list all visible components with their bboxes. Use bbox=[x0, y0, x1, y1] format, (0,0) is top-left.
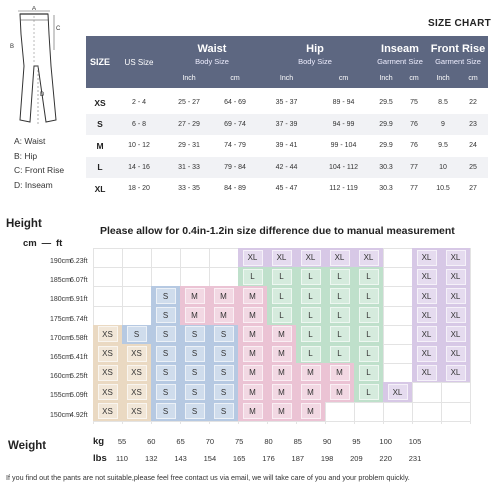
size-marker: S bbox=[185, 346, 205, 362]
height-ft-tick: 4.92ft bbox=[70, 411, 88, 419]
cell-hip-cm: 89 - 94 bbox=[332, 99, 355, 106]
cm-label: cm bbox=[23, 238, 37, 249]
size-chart-title: SIZE CHART bbox=[428, 18, 491, 29]
size-marker: L bbox=[272, 307, 292, 323]
cell-us: 6 - 8 bbox=[131, 120, 146, 128]
grid-line bbox=[93, 421, 471, 422]
height-cm-tick: 160cm bbox=[50, 373, 72, 381]
size-marker: XL bbox=[301, 250, 321, 266]
size-marker: M bbox=[272, 403, 292, 419]
size-grid bbox=[93, 248, 471, 424]
size-marker: M bbox=[185, 307, 205, 323]
unit-rise-cm: cm bbox=[468, 74, 478, 82]
lbs-tick: 143 bbox=[174, 454, 187, 463]
size-marker: M bbox=[301, 365, 321, 381]
size-marker: M bbox=[243, 384, 263, 400]
size-marker: XL bbox=[243, 250, 263, 266]
cell-hip-in: 39 - 41 bbox=[275, 142, 298, 149]
height-cm-tick: 190cm bbox=[50, 258, 72, 265]
lbs-tick: 209 bbox=[350, 454, 363, 463]
cell-hip-in: 35 - 37 bbox=[275, 99, 298, 106]
cell-waist-cm: 79 - 84 bbox=[224, 163, 246, 171]
size-marker: L bbox=[301, 307, 321, 323]
size-marker: S bbox=[185, 403, 205, 419]
size-marker: M bbox=[185, 288, 205, 304]
size-marker: XS bbox=[98, 384, 118, 400]
cell-hip-in: 37 - 39 bbox=[275, 120, 298, 128]
lbs-tick: 154 bbox=[203, 454, 217, 463]
size-marker: L bbox=[301, 346, 321, 362]
cell-inseam-in: 29.9 bbox=[379, 142, 393, 149]
cell-hip-in: 42 - 44 bbox=[275, 163, 298, 171]
lbs-tick: 176 bbox=[262, 454, 275, 463]
cell-hip-cm: 112 - 119 bbox=[329, 185, 358, 192]
cell-hip-cm: 94 - 99 bbox=[332, 120, 355, 128]
kg-tick: 70 bbox=[205, 437, 215, 446]
size-marker: XL bbox=[417, 326, 437, 342]
cell-size: XS bbox=[94, 97, 106, 108]
unit-waist-inch: Inch bbox=[182, 74, 196, 82]
size-marker: L bbox=[272, 288, 292, 304]
header-hip-sub: Body Size bbox=[298, 56, 332, 66]
size-marker: L bbox=[359, 365, 379, 381]
size-marker: L bbox=[301, 269, 321, 285]
size-marker: M bbox=[272, 365, 292, 381]
height-cm-tick: 165cm bbox=[50, 354, 72, 361]
height-ft-tick: 5.91ft bbox=[70, 296, 88, 304]
kg-label: kg bbox=[93, 436, 105, 447]
table-row bbox=[86, 157, 488, 178]
size-marker: M bbox=[243, 307, 263, 323]
size-marker: M bbox=[272, 384, 292, 400]
size-marker: L bbox=[330, 346, 350, 362]
size-marker: S bbox=[156, 346, 176, 362]
size-marker: S bbox=[214, 365, 234, 381]
size-marker: M bbox=[301, 403, 321, 419]
cell-rise-cm: 22 bbox=[469, 99, 477, 106]
size-marker: XS bbox=[127, 365, 147, 381]
size-marker: S bbox=[185, 365, 205, 381]
size-marker: XL bbox=[446, 250, 466, 266]
header-waist: Waist bbox=[197, 43, 227, 55]
lbs-tick: 187 bbox=[291, 454, 305, 463]
height-ft-tick: 5.09ft bbox=[70, 392, 88, 400]
size-marker: M bbox=[214, 288, 234, 304]
ft-label: ft bbox=[56, 238, 63, 249]
cell-rise-in: 10 bbox=[439, 163, 447, 171]
size-marker: S bbox=[156, 288, 176, 304]
pants-diagram bbox=[8, 6, 78, 128]
size-marker: S bbox=[156, 326, 176, 342]
cell-waist-cm: 74 - 79 bbox=[224, 142, 246, 149]
height-ft-tick: 5.74ft bbox=[70, 315, 88, 323]
cell-waist-in: 31 - 33 bbox=[178, 163, 200, 171]
height-cm-tick: 175cm bbox=[50, 315, 72, 323]
header-us-size: US Size bbox=[124, 57, 154, 67]
cell-hip-cm: 104 - 112 bbox=[328, 163, 359, 171]
lbs-tick: 110 bbox=[116, 454, 128, 463]
cell-rise-cm: 23 bbox=[469, 120, 477, 128]
height-cm-tick: 170cm bbox=[50, 334, 72, 342]
unit-inseam-cm: cm bbox=[409, 74, 419, 82]
size-marker: L bbox=[359, 288, 379, 304]
height-units: cm — ft bbox=[23, 238, 63, 249]
size-marker: L bbox=[359, 307, 379, 323]
size-marker: XL bbox=[272, 250, 292, 266]
kg-tick: 60 bbox=[147, 437, 156, 446]
cell-waist-in: 25 - 27 bbox=[178, 99, 200, 106]
unit-waist-cm: cm bbox=[230, 74, 240, 82]
height-axis-label: Height bbox=[6, 218, 42, 230]
cell-waist-in: 27 - 29 bbox=[178, 120, 200, 128]
kg-tick: 90 bbox=[322, 437, 332, 446]
kg-tick: 65 bbox=[176, 437, 185, 446]
unit-hip-inch: Inch bbox=[279, 74, 294, 82]
size-marker: L bbox=[330, 307, 350, 323]
kg-tick: 80 bbox=[264, 437, 273, 446]
size-marker: S bbox=[214, 346, 234, 362]
header-size: SIZE bbox=[89, 57, 110, 67]
size-marker: M bbox=[243, 288, 263, 304]
header-front-rise-sub: Garment Size bbox=[435, 56, 481, 66]
size-marker: M bbox=[330, 384, 350, 400]
cell-inseam-cm: 75 bbox=[410, 99, 418, 106]
size-marker: L bbox=[301, 326, 321, 342]
size-marker: S bbox=[214, 384, 234, 400]
size-marker: M bbox=[301, 384, 321, 400]
cell-inseam-in: 29.9 bbox=[379, 120, 393, 128]
letter-c: C bbox=[56, 26, 61, 32]
legend-hip: B: Hip bbox=[14, 150, 38, 161]
size-marker: XL bbox=[446, 346, 466, 362]
size-marker: M bbox=[243, 365, 263, 381]
size-marker: L bbox=[301, 288, 321, 304]
legend-front-rise: C: Front Rise bbox=[14, 165, 65, 175]
cell-size: S bbox=[97, 119, 103, 129]
size-marker: L bbox=[359, 384, 379, 400]
size-marker: XL bbox=[330, 250, 350, 266]
kg-tick: 95 bbox=[352, 437, 361, 446]
cell-inseam-cm: 77 bbox=[410, 185, 418, 192]
size-marker: XS bbox=[98, 326, 118, 342]
cell-rise-in: 9 bbox=[441, 120, 445, 128]
cell-inseam-in: 30.3 bbox=[379, 185, 393, 192]
size-marker: M bbox=[214, 307, 234, 323]
height-cm-tick: 180cm bbox=[50, 296, 72, 304]
cell-rise-cm: 27 bbox=[469, 185, 477, 192]
cell-us: 14 - 16 bbox=[128, 163, 150, 171]
size-marker: XL bbox=[359, 250, 379, 266]
height-ft-tick: 5.25ft bbox=[70, 373, 88, 381]
lbs-tick: 198 bbox=[320, 454, 334, 463]
lbs-tick: 231 bbox=[408, 454, 422, 463]
size-marker: S bbox=[185, 384, 205, 400]
size-marker: XS bbox=[98, 346, 118, 362]
cell-inseam-in: 30.3 bbox=[379, 163, 393, 171]
size-marker: XL bbox=[417, 365, 437, 381]
size-marker: XL bbox=[446, 269, 466, 285]
size-marker: S bbox=[156, 307, 176, 323]
size-marker: XL bbox=[417, 288, 437, 304]
height-cm-tick: 150cm bbox=[50, 411, 72, 419]
size-marker: XS bbox=[98, 365, 118, 381]
size-marker: XL bbox=[417, 250, 437, 266]
lbs-tick: 132 bbox=[145, 454, 158, 463]
lbs-tick: 165 bbox=[232, 454, 246, 463]
lbs-tick: 220 bbox=[379, 454, 392, 463]
cell-size: L bbox=[97, 162, 103, 172]
table-row bbox=[86, 92, 488, 113]
size-marker: XS bbox=[127, 403, 147, 419]
unit-rise-inch: Inch bbox=[436, 74, 450, 82]
height-ft-tick: 5.41ft bbox=[70, 354, 88, 361]
kg-tick: 75 bbox=[235, 437, 244, 446]
cell-inseam-cm: 76 bbox=[410, 120, 418, 128]
size-marker: L bbox=[330, 288, 350, 304]
unit-inseam-inch: Inch bbox=[379, 74, 393, 82]
cell-us: 18 - 20 bbox=[128, 185, 150, 192]
size-marker: M bbox=[272, 346, 292, 362]
cell-rise-in: 8.5 bbox=[438, 99, 448, 106]
size-marker: XS bbox=[127, 384, 147, 400]
size-marker: XS bbox=[127, 346, 147, 362]
size-marker: L bbox=[359, 326, 379, 342]
cell-rise-cm: 25 bbox=[469, 163, 477, 171]
table-row bbox=[86, 114, 488, 135]
letter-d: D bbox=[40, 92, 45, 98]
lbs-label: lbs bbox=[93, 453, 107, 464]
header-inseam: Inseam bbox=[381, 43, 419, 55]
size-marker: M bbox=[243, 326, 263, 342]
header-inseam-sub: Garment Size bbox=[377, 56, 423, 66]
kg-tick: 55 bbox=[117, 437, 127, 446]
size-marker: M bbox=[243, 346, 263, 362]
size-marker: L bbox=[359, 269, 379, 285]
cell-rise-in: 10.5 bbox=[436, 185, 450, 192]
height-cm-tick: 185cm bbox=[50, 277, 72, 285]
cell-size: XL bbox=[94, 183, 106, 194]
height-ft-tick: 5.58ft bbox=[70, 334, 88, 342]
cell-waist-cm: 69 - 74 bbox=[224, 120, 246, 128]
size-marker: S bbox=[156, 384, 176, 400]
size-marker: S bbox=[214, 326, 234, 342]
cell-waist-cm: 64 - 69 bbox=[224, 99, 246, 106]
size-marker: XL bbox=[446, 365, 466, 381]
size-difference-note: Please allow for 0.4in-1.2in size difference due to manual measurement bbox=[100, 225, 455, 237]
cell-inseam-cm: 76 bbox=[410, 142, 418, 149]
table-row bbox=[86, 135, 488, 156]
weight-axis-label: Weight bbox=[8, 440, 47, 452]
cell-inseam-in: 29.5 bbox=[379, 99, 393, 106]
grid-line bbox=[470, 248, 471, 424]
size-marker: L bbox=[272, 269, 292, 285]
cell-us: 10 - 12 bbox=[128, 142, 150, 149]
size-marker: L bbox=[330, 269, 350, 285]
size-marker: L bbox=[243, 269, 263, 285]
kg-tick: 105 bbox=[408, 437, 422, 446]
kg-tick: 100 bbox=[379, 437, 392, 446]
height-ft-tick: 6.07ft bbox=[70, 277, 88, 285]
size-marker: M bbox=[330, 365, 350, 381]
header-hip: Hip bbox=[306, 43, 324, 55]
size-marker: L bbox=[330, 326, 350, 342]
cell-hip-cm: 99 - 104 bbox=[330, 142, 357, 149]
header-waist-sub: Body Size bbox=[195, 56, 229, 66]
height-ft-tick: 6.23ft bbox=[70, 258, 88, 265]
legend-waist: A: Waist bbox=[14, 136, 46, 146]
cell-rise-in: 9.5 bbox=[438, 142, 448, 149]
height-cm-tick: 155cm bbox=[50, 392, 72, 400]
size-marker: XL bbox=[446, 307, 466, 323]
cell-hip-in: 45 - 47 bbox=[275, 185, 298, 192]
size-table bbox=[86, 36, 488, 200]
size-marker: XL bbox=[446, 326, 466, 342]
size-marker: M bbox=[243, 403, 263, 419]
cell-waist-in: 29 - 31 bbox=[178, 142, 200, 149]
table-row bbox=[86, 178, 488, 199]
size-marker: XS bbox=[98, 403, 118, 419]
size-marker: S bbox=[156, 403, 176, 419]
size-marker: XL bbox=[446, 288, 466, 304]
legend-inseam: D: Inseam bbox=[14, 179, 53, 190]
size-marker: S bbox=[185, 326, 205, 342]
letter-b: B bbox=[10, 44, 15, 50]
size-marker: XL bbox=[417, 269, 437, 285]
kg-tick: 85 bbox=[293, 437, 302, 446]
size-marker: XL bbox=[388, 384, 408, 400]
size-marker: S bbox=[127, 326, 147, 342]
cell-inseam-cm: 77 bbox=[410, 163, 418, 171]
size-marker: XL bbox=[417, 307, 437, 323]
measurement-legend bbox=[14, 136, 64, 194]
letter-a: A bbox=[32, 6, 37, 12]
cell-waist-in: 33 - 35 bbox=[178, 185, 200, 192]
size-marker: L bbox=[359, 346, 379, 362]
size-marker: S bbox=[156, 365, 176, 381]
cell-size: M bbox=[96, 140, 104, 151]
cell-waist-cm: 84 - 89 bbox=[224, 185, 246, 192]
size-marker: XL bbox=[417, 346, 437, 362]
size-marker: M bbox=[272, 326, 292, 342]
cell-rise-cm: 24 bbox=[469, 142, 477, 149]
cell-us: 2 - 4 bbox=[131, 99, 146, 106]
unit-hip-cm: cm bbox=[338, 74, 349, 82]
header-front-rise: Front Rise bbox=[430, 43, 486, 55]
contact-note: If you find out the pants are not suitable,please feel free contact us via email, we will take care of you and your problem quickly. bbox=[6, 473, 410, 482]
size-marker: S bbox=[214, 403, 234, 419]
